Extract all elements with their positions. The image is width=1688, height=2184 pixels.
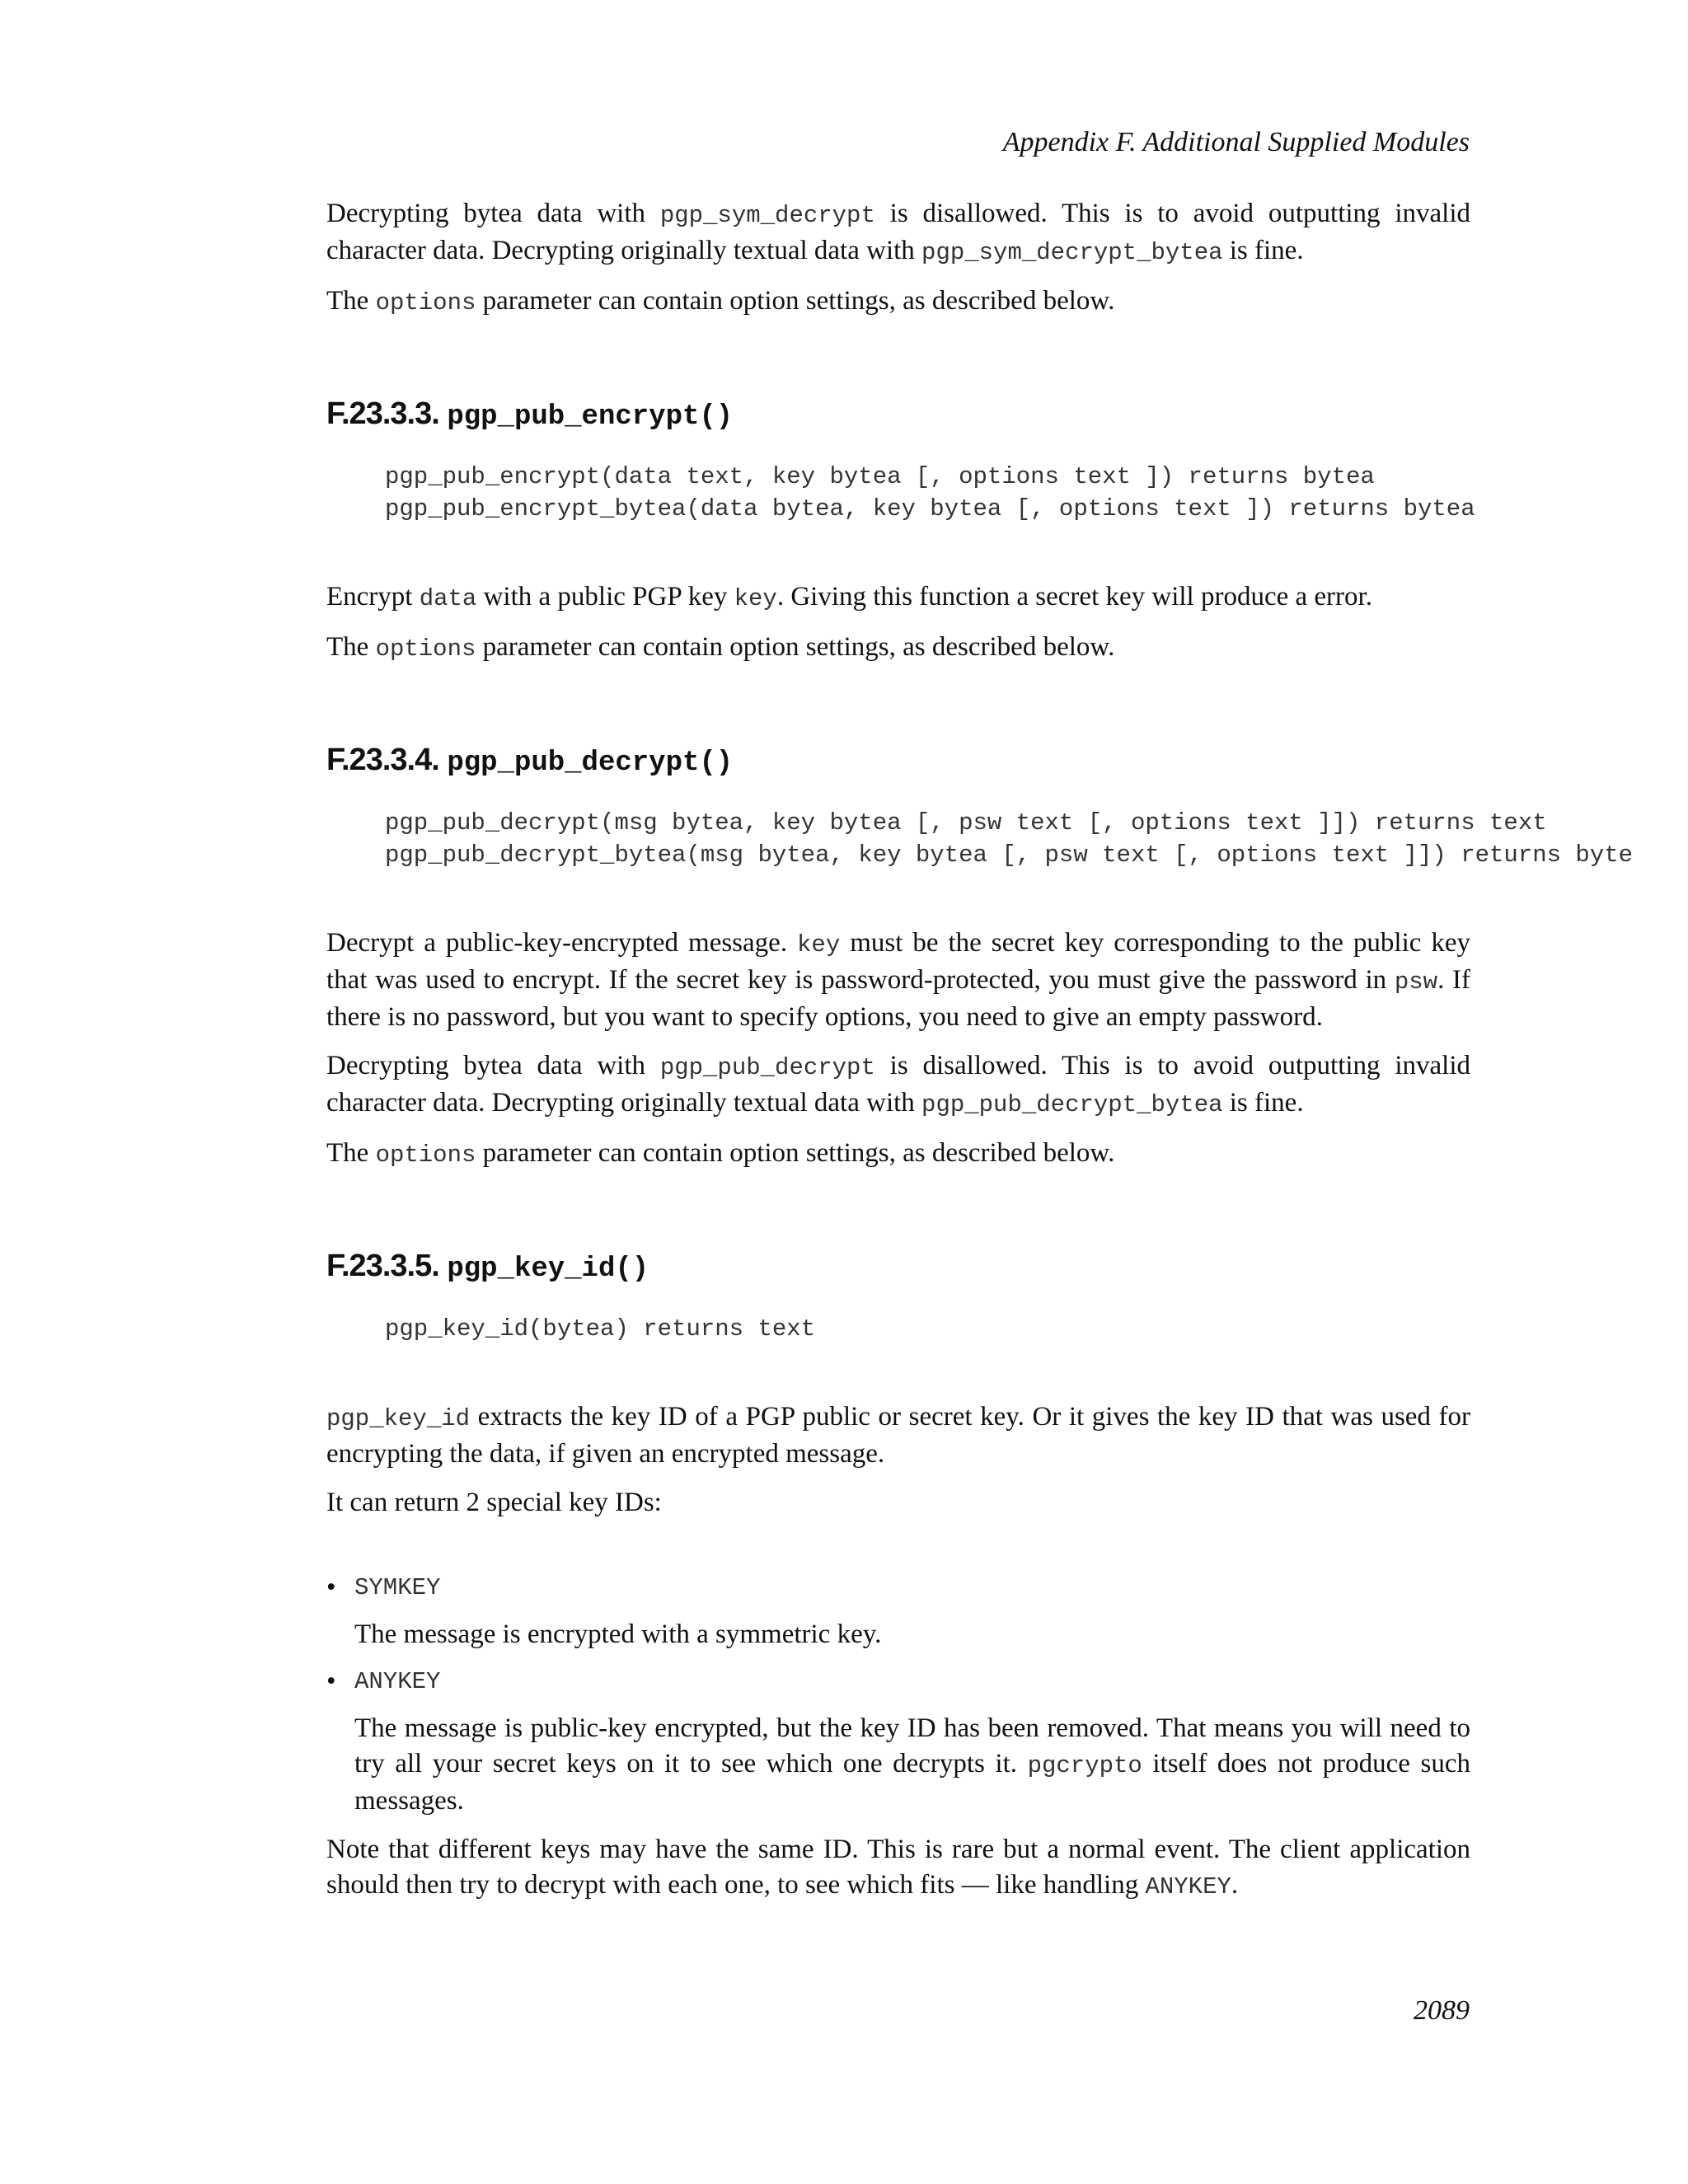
synopsis-line: pgp_pub_encrypt_bytea(data bytea, key bytea [, options text ]) returns bytea: [385, 495, 1475, 523]
text: parameter can contain option settings, as described below.: [476, 286, 1115, 316]
section-paragraph: [326, 1048, 1470, 1122]
section-paragraph: [326, 1136, 1470, 1173]
text: Encrypt: [326, 582, 420, 612]
list-description: [354, 1711, 1470, 1819]
inline-code: pgcrypto: [1027, 1752, 1142, 1779]
text: The: [326, 1138, 376, 1168]
inline-code: data: [419, 585, 477, 612]
text: The: [326, 286, 376, 316]
inline-code: key: [797, 931, 841, 958]
text: parameter can contain option settings, as described below.: [476, 1138, 1115, 1168]
text: The message is encrypted with a symmetric key.: [354, 1619, 882, 1649]
text: with a public PGP key: [476, 582, 734, 612]
inline-code: pgp_key_id: [326, 1405, 471, 1432]
list-term: ANYKEY: [354, 1668, 441, 1695]
text: is disallowed. This is to avoid outputting invalid character data. Decrypting originally textual data with: [326, 199, 1470, 265]
synopsis-line: pgp_pub_encrypt(data text, key bytea [, options text ]) returns bytea: [385, 463, 1375, 490]
inline-code: pgp_sym_decrypt_bytea: [921, 239, 1223, 266]
section-function-name: pgp_pub_decrypt(): [447, 748, 734, 779]
section-paragraph: [326, 579, 1470, 616]
text: extracts the key ID of a PGP public or secret key. Or it gives the key ID that was used for encrypting the data, if given an encrypted message.: [326, 1402, 1470, 1469]
text: . If there is no password, but you want to specify options, you need to give an empty password.: [326, 965, 1470, 1032]
section-heading-pgp-pub-encrypt: [326, 396, 1470, 433]
synopsis-pgp-key-id: [326, 1313, 1470, 1345]
intro-paragraph-1: [326, 196, 1470, 270]
list-item: [326, 1664, 1470, 1819]
section-paragraph: [326, 926, 1470, 1035]
inline-code: options: [375, 635, 476, 663]
section-function-name: pgp_pub_encrypt(): [447, 401, 734, 433]
bullet-icon: •: [326, 1572, 336, 1602]
inline-code: options: [375, 289, 476, 316]
inline-code: pgp_pub_decrypt: [659, 1054, 875, 1081]
page-number: 2089: [1414, 1995, 1470, 2026]
section-heading-pgp-key-id: [326, 1249, 1470, 1285]
list-term: SYMKEY: [354, 1574, 441, 1601]
inline-code: pgp_sym_decrypt: [659, 202, 875, 229]
synopsis-pgp-pub-decrypt: [326, 807, 1634, 871]
bullet-icon: •: [326, 1666, 336, 1696]
text: must be the secret key corresponding to the public key that was used to encrypt. If the secret key is password-protected, you must give the password in: [326, 928, 1470, 995]
inline-code: ANYKEY: [1145, 1873, 1231, 1900]
inline-code: options: [375, 1141, 476, 1169]
section-paragraph: [326, 1832, 1470, 1905]
section-paragraph: [326, 1485, 1470, 1521]
text: Decrypting bytea data with: [326, 1051, 660, 1080]
synopsis-line: pgp_pub_decrypt(msg bytea, key bytea [, psw text [, options text ]]) returns text: [385, 809, 1547, 837]
text: . Giving this function a secret key will produce a error.: [776, 582, 1372, 612]
text: itself does not produce such messages.: [354, 1749, 1470, 1816]
text: is fine.: [1222, 236, 1304, 265]
synopsis-line: pgp_pub_decrypt_bytea(msg bytea, key bytea [, psw text [, options text ]]) returns byte: [385, 841, 1634, 869]
synopsis-pgp-pub-encrypt: [326, 461, 1475, 525]
inline-code: pgp_pub_decrypt_bytea: [921, 1091, 1223, 1118]
text: parameter can contain option settings, as described below.: [476, 632, 1115, 662]
section-number: F.23.3.5.: [326, 1249, 439, 1283]
list-item: [326, 1570, 1470, 1652]
synopsis-line: pgp_key_id(bytea) returns text: [385, 1315, 816, 1343]
inline-code: psw: [1394, 968, 1438, 996]
text: It can return 2 special key IDs:: [326, 1488, 662, 1517]
section-paragraph: [326, 630, 1470, 667]
section-number: F.23.3.4.: [326, 743, 439, 777]
text: .: [1231, 1870, 1239, 1900]
section-paragraph: [326, 1399, 1470, 1472]
inline-code: key: [734, 585, 777, 612]
special-key-id-list: [326, 1570, 1470, 1819]
text: is fine.: [1222, 1088, 1304, 1118]
page-content: [326, 196, 1634, 1905]
section-function-name: pgp_key_id(): [447, 1254, 649, 1285]
text: is disallowed. This is to avoid outputting invalid character data. Decrypting originally textual data with: [326, 1051, 1470, 1118]
text: Decrypting bytea data with: [326, 199, 660, 228]
list-description: [354, 1617, 1470, 1652]
section-number: F.23.3.3.: [326, 396, 439, 431]
text: Decrypt a public-key-encrypted message.: [326, 928, 798, 958]
text: Note that different keys may have the same ID. This is rare but a normal event. The client application should then try to decrypt with each one, to see which fits — like handling: [326, 1835, 1470, 1900]
text: The message is public-key encrypted, but the key ID has been removed. That means you will need to try all your secret keys on it to see which one decrypts it.: [354, 1713, 1470, 1779]
running-header: Appendix F. Additional Supplied Modules: [1002, 127, 1470, 157]
section-heading-pgp-pub-decrypt: [326, 743, 1470, 779]
intro-paragraph-2: [326, 284, 1470, 321]
text: The: [326, 632, 376, 662]
